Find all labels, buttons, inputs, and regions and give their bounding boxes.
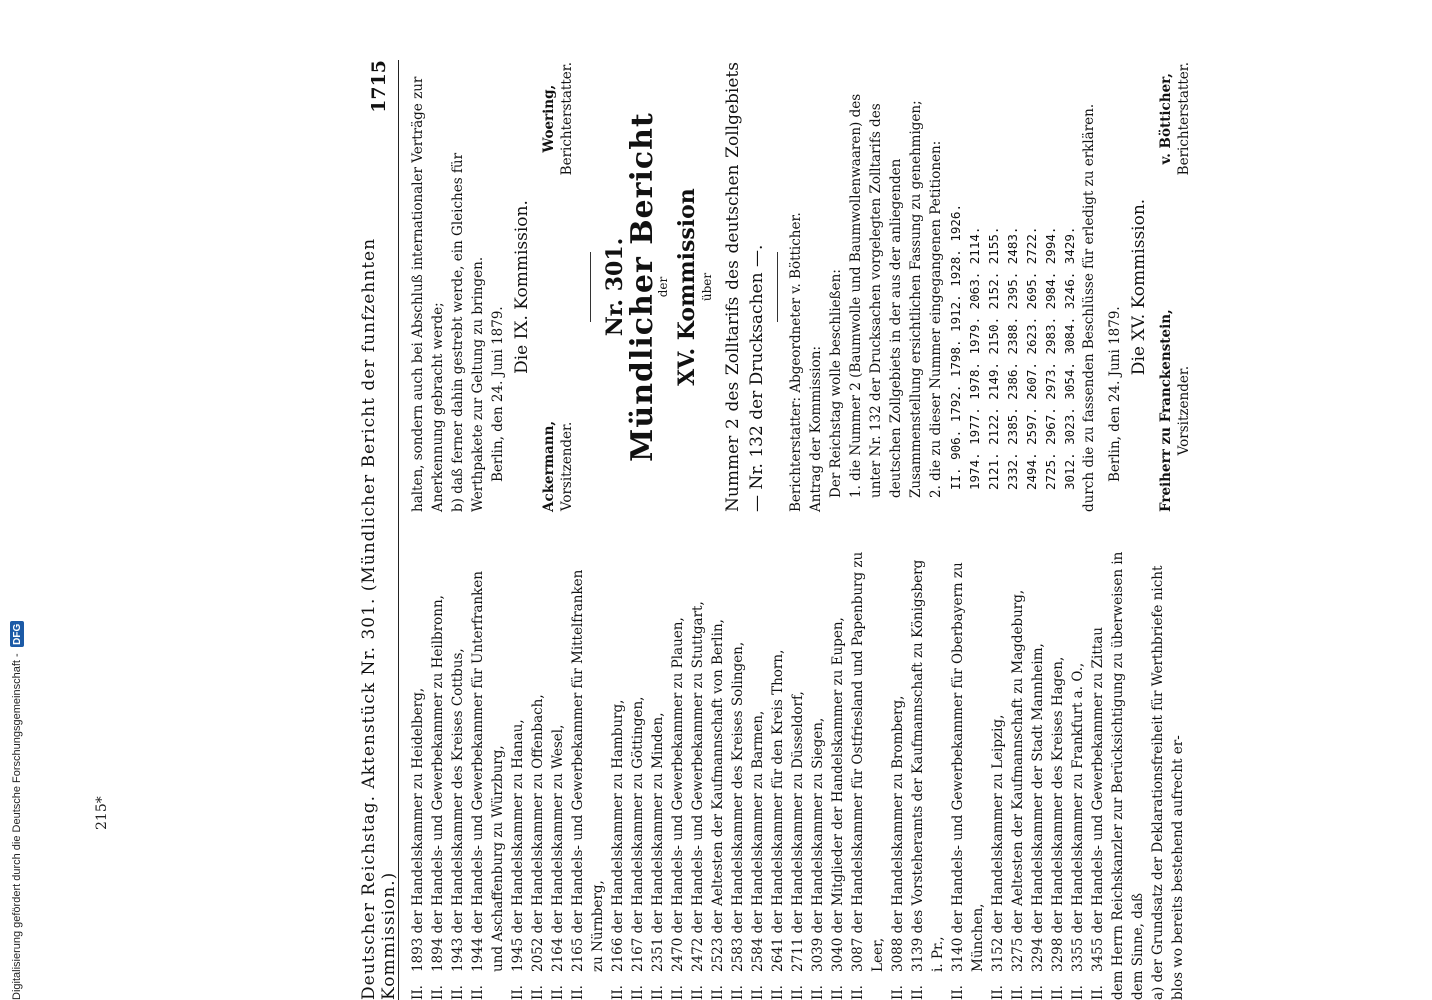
- closing-intro: dem Herrn Reichskanzler zur Berücksichtigung zu überweisen in dem Sinne, daß: [1110, 551, 1146, 1000]
- list-item: II. 2584 der Handelskammer zu Barmen,: [750, 710, 766, 1000]
- dfg-logo-icon: DFG: [10, 621, 24, 647]
- list-item: II. 2523 der Aeltesten der Kaufmannschaft von Berlin,: [710, 619, 726, 1000]
- commission-heading: Die IX. Kommission.: [512, 200, 532, 374]
- report-topic: Nummer 2 des Zolltarifs des deutschen Zollgebiets — Nr. 132 der Drucksachen —.: [723, 62, 767, 512]
- report-title: Mündlicher Bericht: [625, 112, 660, 462]
- petitions-close: durch die zu fassenden Beschlüsse für erledigt zu erklären.: [1081, 103, 1097, 512]
- chair-signature-2: Freiherr zu Franckenstein, Vorsitzender.: [1158, 309, 1192, 512]
- document-number: Nr. 301.: [602, 237, 628, 337]
- petition-row: 2332. 2385. 2386. 2388. 2395. 2483.: [1005, 226, 1020, 490]
- reporter-signature: Woering, Berichterstatter.: [541, 62, 575, 176]
- list-item: II. 3298 der Handelskammer des Kreises Hagen,: [1050, 656, 1066, 1000]
- petition-row: 2725. 2967. 2973. 2983. 2984. 2994.: [1043, 226, 1058, 490]
- header-rule: [398, 60, 399, 1000]
- der-label: der: [656, 276, 670, 298]
- list-item: II. 2167 der Handelskammer zu Göttingen,: [630, 696, 646, 1000]
- list-item: II. 3294 der Handelskammer der Stadt Mannheim,: [1030, 643, 1046, 1000]
- list-item: II. 2351 der Handelskammer zu Minden,: [650, 712, 666, 1000]
- list-item: II. 2711 der Handelskammer zu Düsseldorf,: [790, 691, 806, 1000]
- petition-row: 2494. 2597. 2607. 2623. 2695. 2722.: [1024, 226, 1039, 490]
- petition-row: 1974. 1977. 1978. 1979. 2063. 2114.: [967, 226, 982, 490]
- list-item: II. 3275 der Aeltesten der Kaufmannschaft zu Magdeburg,: [1010, 589, 1026, 1000]
- signatures-2: [1157, 62, 1193, 512]
- list-item: II. 2472 der Handels- und Gewerbekammer zu Stuttgart,: [690, 601, 706, 1000]
- list-item: II. 1944 der Handels- und Gewerbekammer für Unterfranken und Aschaffenburg zu Würzburg,: [470, 571, 506, 1000]
- ueber-label: über: [700, 272, 714, 302]
- list-item: II. 1893 der Handelskammer zu Heidelberg,: [410, 687, 426, 1000]
- petition-numbers: [946, 62, 1079, 490]
- running-header: [359, 60, 399, 1000]
- list-item: II. 3088 der Handelskammer zu Bromberg,: [890, 695, 906, 1000]
- list-item: II. 2583 der Handelskammer des Kreises Solingen,: [730, 641, 746, 1000]
- list-item: II. 3455 der Handels- und Gewerbekammer zu Zittau: [1090, 627, 1106, 1000]
- list-item: II. 3039 der Handelskammer zu Siegen,: [810, 717, 826, 1000]
- chair-signature: Ackermann, Vorsitzender.: [541, 420, 575, 512]
- continuation-text: halten, sondern auch bei Abschluß internationaler Verträge zur Anerkennung gebracht werde;: [410, 76, 446, 512]
- point-1: 1. die Nummer 2 (Baumwolle und Baumwollenwaaren) des unter Nr. 132 der Drucksachen vorgelegten Zolltarifs des deutschen Zollgebiets in der aus der anliegenden Zusammenstellung ersichtlichen Fassung zu genehmigen;: [848, 93, 924, 498]
- divider: [590, 252, 591, 322]
- point-2: 2. die zu dieser Nummer eingegangenen Petitionen:: [928, 140, 944, 498]
- page-number: 1715: [368, 60, 390, 113]
- list-item: II. 3087 der Handelskammer für Ostfriesland und Papenburg zu Leer,: [850, 551, 886, 1000]
- list-item: II. 3140 der Handels- und Gewerbekammer für Oberbayern zu München,: [950, 562, 986, 1000]
- item-b: b) daß ferner dahin gestrebt werde, ein Gleiches für Werthpakete zur Geltung zu bringen.: [450, 152, 486, 512]
- list-item: II. 3139 des Vorsteheramts der Kaufmannschaft zu Königsberg i. Pr.,: [910, 559, 946, 1000]
- digitization-credit: [8, 440, 26, 1000]
- list-item: II. 2164 der Handelskammer zu Wesel,: [550, 724, 566, 1000]
- list-item: II. 1945 der Handelskammer zu Hanau,: [510, 719, 526, 1000]
- credit-text: Digitalisierung gefördert durch die Deutsche Forschungsgemeinschaft -: [11, 653, 23, 1000]
- right-column: [408, 62, 1193, 512]
- list-item: II. 1943 der Handelskammer des Kreises Cottbus,: [450, 648, 466, 1000]
- petition-row: 3012. 3023. 3054. 3084. 3246. 3429.: [1062, 226, 1077, 490]
- list-item: II. 2470 der Handels- und Gewerbekammer zu Plauen,: [670, 617, 686, 1000]
- header-title: Deutscher Reichstag. Aktenstück Nr. 301. (Mündlicher Bericht der funfzehnten Kommission.): [359, 237, 399, 1000]
- list-item: II. 2166 der Handelskammer zu Hamburg,: [610, 699, 626, 1000]
- list-item: II. 1894 der Handels- und Gewerbekammer zu Heilbronn,: [430, 595, 446, 1000]
- rotated-document: [359, 60, 1412, 1000]
- petition-row: II. 906. 1792. 1798. 1912. 1928. 1926.: [948, 204, 963, 490]
- list-item: II. 3040 der Mitglieder der Handelskammer zu Eupen,: [830, 617, 846, 1000]
- reporter-signature-2: v. Bötticher, Berichterstatter.: [1158, 62, 1192, 176]
- list-item: II. 2641 der Handelskammer für den Kreis Thorn,: [770, 649, 786, 1000]
- list-item: II. 2052 der Handelskammer zu Offenbach,: [530, 694, 546, 1000]
- divider: [777, 252, 778, 322]
- place-date: Berlin, den 24. Juni 1879.: [490, 306, 506, 482]
- list-item: II. 3355 der Handelskammer zu Frankfurt a. O.,: [1070, 662, 1086, 1000]
- left-column: [408, 550, 1188, 1000]
- place-date-2: Berlin, den 24. Juni 1879.: [1107, 306, 1123, 482]
- commission-heading-2: Die XV. Kommission.: [1129, 198, 1149, 376]
- list-item: II. 2165 der Handels- und Gewerbekammer für Mittelfranken zu Nürnberg,: [570, 569, 606, 1000]
- resolve-line: Der Reichstag wolle beschließen:: [828, 269, 844, 498]
- sheet-number: 215*: [94, 796, 110, 830]
- commission-title: XV. Kommission: [674, 188, 700, 386]
- list-item: II. 3152 der Handelskammer zu Leipzig,: [990, 714, 1006, 1000]
- signatures: [540, 62, 576, 512]
- petition-row: 2121. 2122. 2149. 2150. 2152. 2155.: [986, 226, 1001, 490]
- antrag-line: Antrag der Kommission:: [808, 346, 824, 512]
- reporter-line: Berichterstatter: Abgeordneter v. Bötticher.: [788, 212, 804, 512]
- item-a: a) der Grundsatz der Deklarationsfreiheit für Werthbriefe nicht blos wo bereits bestehend aufrecht er-: [1150, 565, 1186, 1000]
